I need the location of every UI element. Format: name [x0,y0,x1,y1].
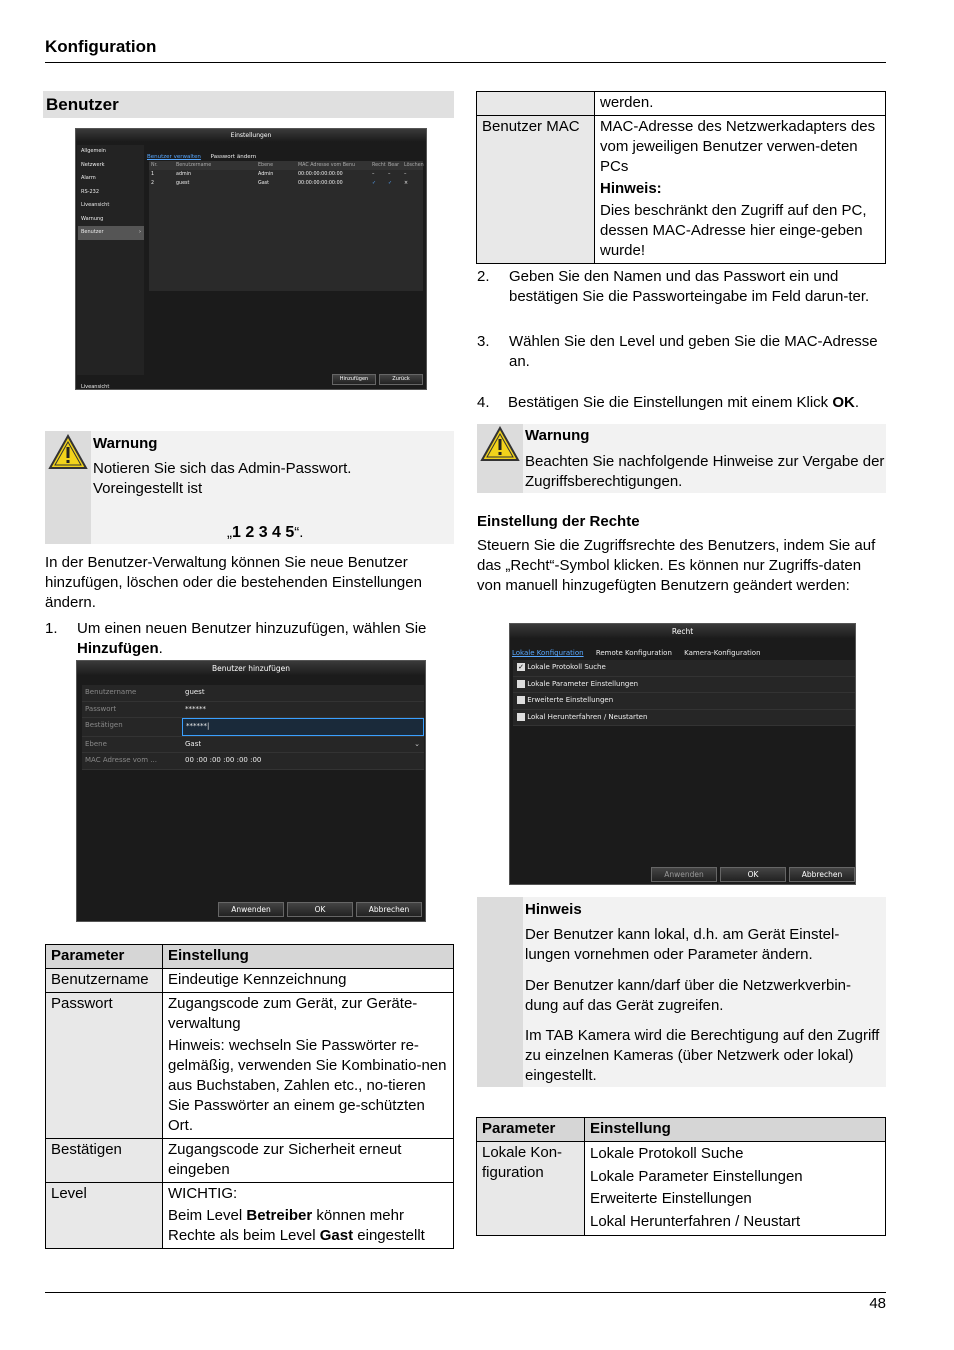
menu-item-benutzer[interactable] [78,226,144,240]
form-row-ebene [82,737,424,754]
setting-note-title: Hinweis: [600,180,662,197]
table-row[interactable] [149,179,423,188]
tab-lokale-konfiguration[interactable]: Lokale Konfiguration [512,649,584,657]
step-1-end: . [158,640,163,657]
table-row[interactable] [149,170,423,179]
confirm-password-input[interactable]: ******| [182,718,424,736]
setting-text: MAC-Adresse des Netzwerkadapters des vom jeweiligen Benutzer verwen-deten PCs [600,118,876,175]
field-label: Benutzername [85,688,137,696]
right-label: Lokale Parameter Einstellungen [527,679,639,688]
setting-item: Lokale Parameter Einstellungen [590,1167,803,1185]
th-parameter: Parameter [46,945,163,969]
cell-nr: 1 [151,172,155,177]
col-loeschen: Löschen [404,163,424,168]
tab-passwort-aendern[interactable]: Passwort ändern [210,154,257,160]
col-recht: Recht [372,163,386,168]
warning-box-admin-password [45,431,454,544]
settings-menu [77,145,144,375]
cell-mac: 00:00:00:00:00:00 [298,172,343,177]
setting-note: Hinweis: wechseln Sie Passwörter re-gelmäßig, verwenden Sie Kombinatio-nen aus Buchstaben, Zahlen etc., no-tieren Sie Passwörter an einem ge-schützten Ort. [168,1037,447,1134]
cell-mac: 00:00:00:00:00:00 [298,181,343,186]
abbrechen-button[interactable]: Abbrechen [789,867,855,882]
setting-cell [163,993,454,1139]
pencil-icon[interactable]: ✓ [388,181,393,186]
cell-loeschen: – [404,172,407,177]
step-2-number: 2. [477,268,490,285]
close-icon[interactable]: × [404,181,409,186]
chevron-right-icon: › [139,229,141,235]
tab-kamera-konfiguration[interactable]: Kamera-Konfiguration [684,649,761,657]
text-bold: Gast [319,1227,354,1244]
parameter-table-continued [476,91,886,264]
setting-cell: werden. [595,92,886,116]
rights-paragraph: Steuern Sie die Zugriffsrechte des Benutzers, indem Sie auf das „Recht“-Symbol klicken. Es können nur Zugriffs-daten von manuell hinzugefügten Benutzern geändert werden: [477,537,876,594]
parameter-table-user [45,944,454,1249]
screenshot-rights [509,623,856,885]
field-label: Ebene [85,739,107,748]
step-1-text [77,619,455,659]
menu-item-allgemein[interactable]: Allgemein [81,148,106,154]
th-einstellung: Einstellung [585,1118,886,1142]
cell-nr: 2 [151,181,155,186]
hint-box [477,897,886,1087]
header-rule [45,62,886,63]
setting-item: Erweiterte Einstellungen [590,1190,752,1207]
menu-item-benutzer-label: Benutzer [81,229,104,235]
col-bear: Bear [388,163,400,168]
level-select[interactable]: Gast [185,739,202,748]
mac-input[interactable]: 00 :00 :00 :00 :00 :00 [185,756,262,764]
warning-box-rights [477,424,886,493]
menu-bottom-liveansicht[interactable]: Liveansicht [81,384,110,390]
ok-button[interactable]: OK [720,867,786,882]
param-cell: Passwort [46,993,163,1139]
field-label: Passwort [85,704,117,713]
table-row [46,1183,454,1249]
setting-item: Lokale Protokoll Suche [590,1145,744,1162]
add-user-form [82,685,424,770]
form-row-bestaetigen [82,718,424,737]
intro-paragraph: In der Benutzer-Verwaltung können Sie neue Benutzer hinzufügen, löschen oder die bestehenden Einstellungen ändern. [45,554,422,611]
menu-item-rs232[interactable]: RS-232 [81,188,99,195]
cell-name: admin [176,172,192,177]
screenshot-add-user [76,660,426,922]
th-parameter: Parameter [477,1118,585,1142]
anwenden-button[interactable]: Anwenden [651,867,717,882]
username-input[interactable]: guest [185,688,205,696]
table-row [477,92,886,116]
list-item[interactable] [513,693,855,710]
step-4-body: Bestätigen Sie die Einstellungen mit einem Klick [508,394,833,411]
step-2-text: Geben Sie den Namen und das Passwort ein und bestätigen Sie die Passworteingabe im Feld darun-ter. [509,268,870,305]
warning-triangle-icon [48,434,88,470]
table-header-row [46,945,454,969]
abbrechen-button[interactable]: Abbrechen [356,902,422,917]
table-row [46,1139,454,1183]
menu-item-netzwerk[interactable]: Netzwerk [81,161,105,168]
default-password-value: 1 2 3 4 5 [232,524,295,541]
checkbox-icon[interactable]: ✓ [518,663,524,671]
step-1-body: Um einen neuen Benutzer hinzuzufügen, wählen Sie [77,620,427,637]
cell-name: guest [176,181,190,186]
text-part: eingestellt [353,1227,425,1244]
hint-paragraph-1: Der Benutzer kann lokal, d.h. am Gerät Einstel-lungen vornehmen oder Parameter ändern. [525,926,840,963]
warning-text: Notieren Sie sich das Admin-Passwort. Voreingestellt ist [93,460,352,497]
checkbox-icon[interactable] [517,696,525,704]
hint-icon-column [477,897,523,1087]
checkbox-icon[interactable] [517,713,525,721]
setting-important: WICHTIG: [168,1185,238,1202]
right-label: Lokale Protokoll Suche [527,663,606,671]
field-label: Bestätigen [85,721,123,729]
col-level: Ebene [258,163,274,168]
tab-remote-konfiguration[interactable]: Remote Konfiguration [595,649,672,657]
param-cell: Bestätigen [46,1139,163,1183]
menu-item-alarm[interactable]: Alarm [81,175,96,181]
table-row [46,993,454,1139]
zurueck-button[interactable]: Zurück [379,374,423,385]
right-label: Erweiterte Einstellungen [527,696,614,704]
hint-paragraph-3: Im TAB Kamera wird die Berechtigung auf den Zugriff zu einzelnen Kameras (über Netzwerk oder lokal) eingestellt. [525,1027,880,1084]
setting-note: Dies beschränkt den Zugriff auf den PC, dessen MAC-Adresse hier einge-geben wurde! [600,202,867,259]
tab-benutzer-verwalten[interactable]: Benutzer verwalten [147,154,201,160]
user-table-header [149,161,423,170]
checkmark-icon[interactable]: ✓ [372,181,377,186]
anwenden-button[interactable]: Anwenden [218,902,284,917]
param-cell: Lokale Kon-figuration [477,1142,585,1236]
col-mac: MAC Adresse vom Benu [298,163,356,168]
step-3-number: 3. [477,333,490,350]
chevron-down-icon[interactable]: ⌄ [414,739,420,748]
step-1-bold: Hinzufügen [77,640,159,657]
hint-paragraph-2: Der Benutzer kann/darf über die Netzwerkverbin-dung auf das Gerät zugreifen. [525,977,851,1014]
screen-title: Recht [510,624,855,639]
list-item[interactable] [513,710,855,727]
checkbox-icon[interactable] [517,680,525,688]
menu-item-warnung[interactable]: Warnung [81,215,104,222]
cell-level: Admin [258,172,274,177]
parameter-table-rights [476,1117,886,1236]
setting-text [168,1206,448,1246]
text-bold: Betreiber [246,1207,313,1224]
right-label: Lokal Herunterfahren / Neustarten [527,712,648,721]
table-row [46,969,454,993]
step-3-text: Wählen Sie den Level und geben Sie die MAC-Adresse an. [509,333,878,370]
param-cell: Level [46,1183,163,1249]
step-1-number: 1. [45,620,58,637]
cell-recht: – [372,172,375,177]
section-heading: Benutzer [43,91,454,118]
param-cell-empty [477,92,595,116]
default-password [227,523,303,543]
rights-list [513,660,855,726]
text-part: Beim Level [168,1207,247,1224]
setting-text: Zugangscode zum Gerät, zur Geräte-verwaltung [168,995,418,1032]
footer-rule [45,1292,886,1293]
table-row [477,116,886,264]
cell-level: Gast [258,181,270,186]
setting-cell: Eindeutige Kennzeichnung [163,969,454,993]
param-cell: Benutzername [46,969,163,993]
hinzufuegen-button[interactable]: Hinzufügen [332,374,376,385]
setting-cell [163,1183,454,1249]
setting-cell [595,116,886,264]
user-table [149,161,423,291]
form-row-passwort [82,702,424,719]
quote-close: “. [294,524,304,541]
screen-title: Einstellungen [76,129,426,142]
screen-title: Benutzer hinzufügen [77,661,425,676]
screenshot-user-management [75,128,427,390]
form-row-mac [82,753,424,770]
warning-title: Warnung [93,435,158,452]
page-number: 48 [869,1295,886,1312]
setting-cell [585,1142,886,1236]
password-input[interactable]: ****** [185,704,206,713]
warning-triangle-icon [480,426,520,462]
col-name: Benutzername [176,163,212,168]
table-row [477,1142,886,1236]
setting-cell: Zugangscode zur Sicherheit erneut eingeben [163,1139,454,1183]
page-header-title: Konfiguration [45,37,157,56]
quote-open: „ [227,524,232,541]
field-label: MAC Adresse vom ... [85,756,157,764]
list-item[interactable] [513,660,855,677]
form-row-benutzername [82,685,424,702]
th-einstellung: Einstellung [163,945,454,969]
step-4-number: 4. [477,394,490,411]
list-item[interactable] [513,677,855,694]
menu-item-liveansicht[interactable]: Liveansicht [81,202,110,208]
warning-title: Warnung [525,427,590,444]
step-4-bold: OK [832,394,855,411]
param-cell: Benutzer MAC [477,116,595,264]
cell-bear: – [388,172,391,177]
setting-item: Lokal Herunterfahren / Neustart [590,1212,801,1230]
rights-heading: Einstellung der Rechte [477,513,640,530]
ok-button[interactable]: OK [287,902,353,917]
warning-text: Beachten Sie nachfolgende Hinweise zur Vergabe der Zugriffsberechtigungen. [525,453,885,490]
hint-title: Hinweis [525,901,582,918]
table-header-row [477,1118,886,1142]
step-4-end: . [854,394,860,411]
text-part: können mehr Rechte als beim Level [168,1207,404,1244]
col-nr: Nr. [151,163,158,168]
step-4-text [508,393,888,413]
